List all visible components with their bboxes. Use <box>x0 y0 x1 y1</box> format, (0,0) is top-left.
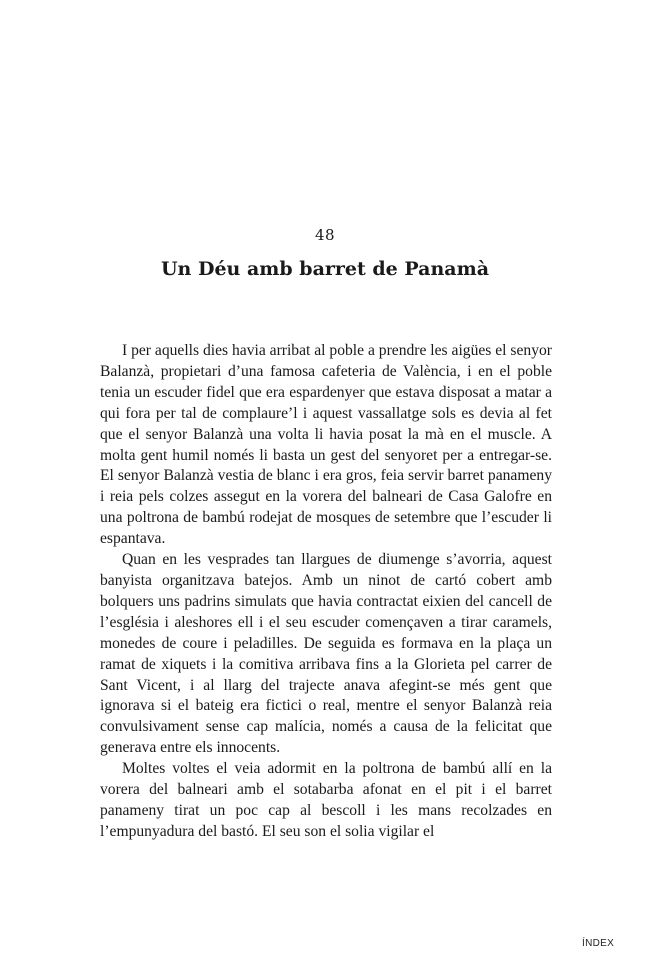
paragraph-3: Moltes voltes el veia adormit en la poltrona de bambú allí en la vorera del balneari amb el sotabarba afonat en el pit i el barret panameny tirat un poc cap al bescoll i les mans recolzades en l’empunyadura del bastó. El seu son el solia vigilar el <box>100 760 552 840</box>
chapter-title: Un Déu amb barret de Panamà <box>160 258 490 280</box>
chapter-number: 48 <box>314 226 336 244</box>
paragraph-1: I per aquells dies havia arribat al poble a prendre les aigües el senyor Balanzà, propietari d’una famosa cafeteria de València, i en el poble tenia un escuder fidel que era espardenyer que estava disposat a matar a qui fora per tal de complaure’l i aquest vassallatge sols es devia al fet que el senyor Balanzà una volta li havia posat la mà en el muscle. A molta gent humil només li basta un gest del senyoret per a entregar-se. El senyor Balanzà vestia de blanc i era gros, feia servir barret panameny i reia pels colzes assegut en la vorera del balneari de Casa Galofre en una poltrona de bambú rodejat de mosques de setembre que l’escuder li espantava. <box>100 342 552 548</box>
chapter-body <box>100 341 552 843</box>
index-link[interactable]: ÍNDEX <box>582 938 615 949</box>
paragraph-2: Quan en les vesprades tan llargues de diumenge s’avorria, aquest banyista organitzava batejos. Amb un ninot de cartó cobert amb bolquers uns padrins simulats que havia contractat eixien del cancell de l’església i aleshores ell i el seu escuder començaven a tirar caramels, monedes de coure i peladilles. De seguida es formava en la plaça un ramat de xiquets i la comitiva arribava fins a la Glorieta pel carrer de Sant Vicent, i al llarg del trajecte anava afegint-se més gent que ignorava si el bateig era fictici o real, mentre el senyor Balanzà reia convulsivament sense cap malícia, només a causa de la felicitat que generava entre els innocents. <box>100 551 552 757</box>
